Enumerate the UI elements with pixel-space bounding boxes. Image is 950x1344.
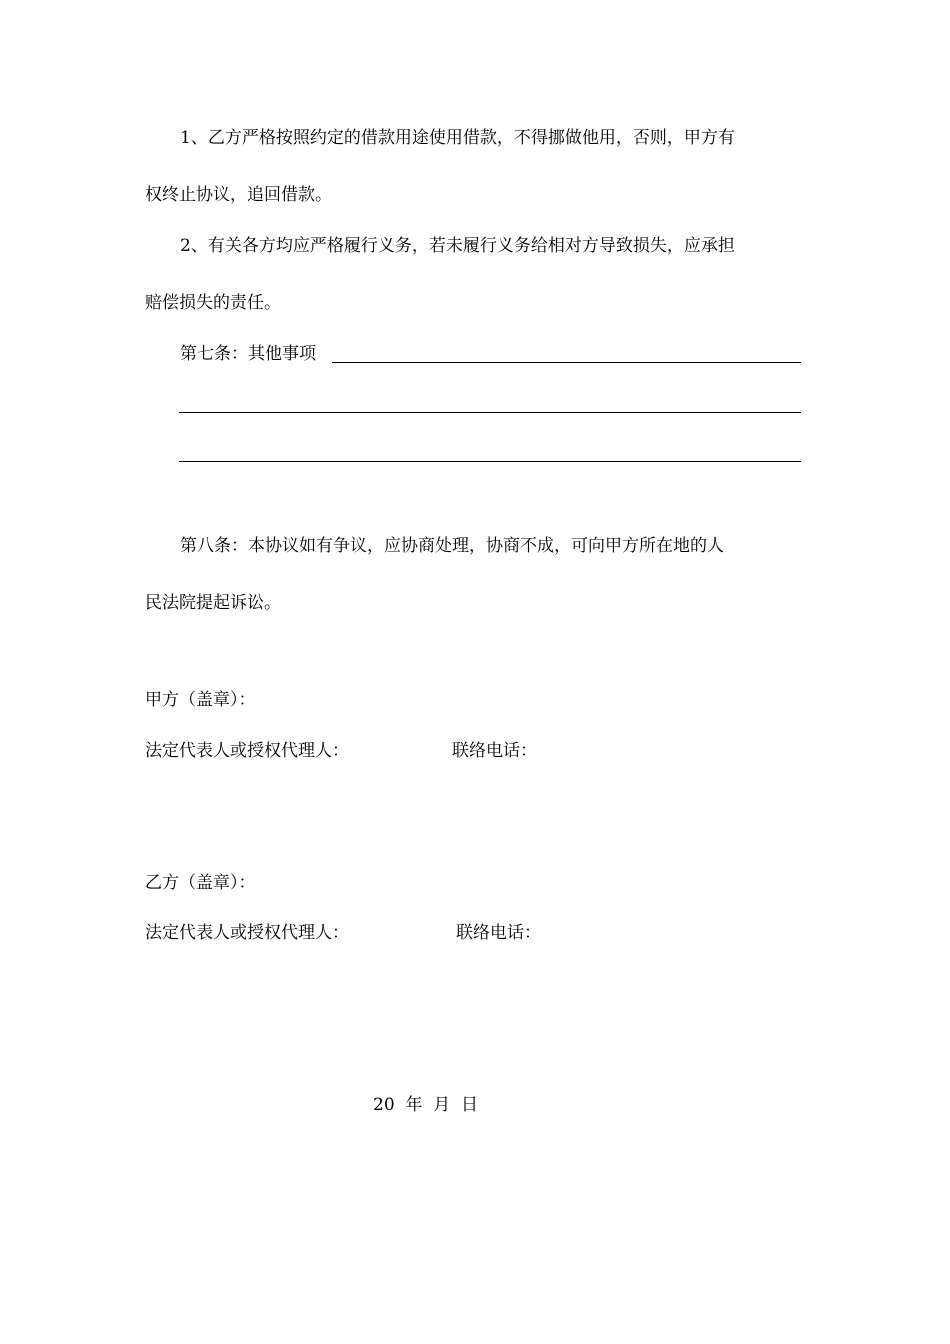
clause6-item1-line2: 权终止协议，追回借款。	[145, 185, 332, 205]
party-a-phone: 联络电话：	[452, 741, 537, 761]
party-a-seal: 甲方（盖章）：	[145, 690, 256, 710]
party-b-phone: 联络电话：	[456, 923, 541, 943]
clause8-line1: 第八条：本协议如有争议，应协商处理，协商不成，可向甲方所在地的人	[180, 536, 724, 556]
signing-date: 20 年 月 日	[373, 1095, 479, 1115]
party-b-representative: 法定代表人或授权代理人：	[145, 923, 349, 943]
party-b-seal: 乙方（盖章）：	[145, 873, 256, 893]
party-a-representative: 法定代表人或授权代理人：	[145, 741, 349, 761]
clause7-label: 第七条：其他事项	[180, 344, 316, 364]
clause6-item1-line1: 1、乙方严格按照约定的借款用途使用借款，不得挪做他用，否则，甲方有	[180, 128, 735, 148]
fill-in-line-2	[179, 412, 801, 413]
clause6-item2-line2: 赔偿损失的责任。	[145, 293, 281, 313]
clause6-item2-line1: 2、有关各方均应严格履行义务，若未履行义务给相对方导致损失，应承担	[180, 236, 735, 256]
clause8-line2: 民法院提起诉讼。	[145, 593, 281, 613]
fill-in-line-3	[179, 461, 801, 462]
fill-in-line-1	[332, 362, 801, 363]
